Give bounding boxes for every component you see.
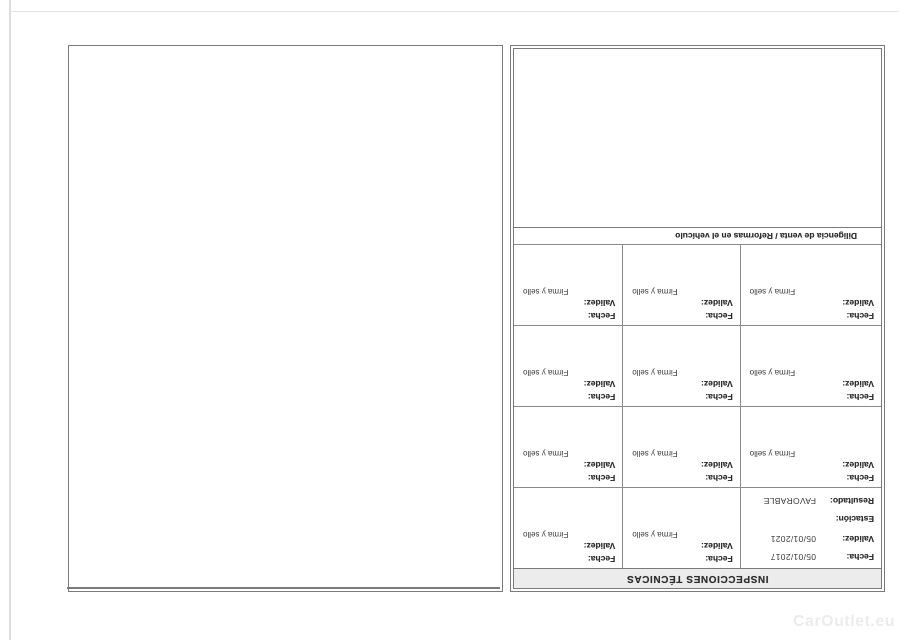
inspection-cell [622,244,739,325]
firma-y-sello-label: Firma y sello [632,449,678,458]
inspection-field [521,471,615,484]
firma-y-sello-label: Firma y sello [523,449,569,458]
field-label: Validez: [583,298,616,308]
field-label: Fecha: [587,473,616,483]
inspection-cell [622,325,739,406]
inspection-field [521,296,615,309]
inspection-field [630,471,732,484]
inspection-field [748,296,874,309]
inspection-field [521,539,615,552]
field-label: Validez: [842,460,874,470]
inspection-cell [514,487,622,568]
firma-y-sello-label: Firma y sello [632,368,678,377]
field-value: 05/01/2017 [770,552,816,562]
field-label: Fecha: [846,311,874,321]
inspection-field [748,309,874,322]
field-label: Validez: [842,534,874,544]
field-label: Fecha: [705,554,733,564]
inspections-box [510,45,885,592]
inspection-cell [622,487,739,568]
inspection-field [748,550,874,563]
field-label: Validez: [583,379,616,389]
inspection-field [630,296,732,309]
firma-y-sello-label: Firma y sello [523,287,569,296]
inspection-field [630,458,732,471]
inspection-cell [740,406,881,487]
firma-y-sello-label: Firma y sello [632,287,678,296]
inspection-field [748,512,874,525]
field-label: Validez: [701,298,733,308]
field-label: Validez: [842,298,874,308]
field-label: Validez: [583,541,616,551]
field-label: Validez: [842,379,874,389]
field-label: Fecha: [587,311,616,321]
firma-y-sello-label: Firma y sello [749,287,796,296]
field-label: Fecha: [705,311,733,321]
inspection-field [521,390,615,403]
inspection-field [521,309,615,322]
field-label: Fecha: [587,554,616,564]
inspection-field [630,539,732,552]
field-label: Fecha: [587,392,616,402]
inspection-field [748,471,874,484]
inspection-cell [514,244,622,325]
firma-y-sello-label: Firma y sello [632,530,678,539]
inspection-field [630,309,732,322]
inspection-field [748,494,874,507]
field-value: FAVORABLE [763,496,816,506]
itv-card [68,45,885,592]
inspection-cell [514,325,622,406]
inspection-field [630,377,732,390]
inspection-field [748,377,874,390]
inspection-field [748,390,874,403]
inspection-field [630,390,732,403]
firma-y-sello-label: Firma y sello [523,530,569,539]
field-label: Validez: [701,541,733,551]
inspection-field [521,458,615,471]
diligencia-title: Diligencia de venta / Reformas en el vehículo [514,227,881,244]
inspection-field [521,377,615,390]
inspection-cell [740,244,881,325]
field-label: Validez: [701,460,733,470]
field-label: Validez: [583,460,616,470]
inspections-box-inner [513,48,882,589]
field-label: Fecha: [846,473,874,483]
field-value: 05/01/2021 [770,534,816,544]
photo-watermark: CarOutlet.eu [793,613,896,630]
inspection-field [748,532,874,545]
field-label: Resultado: [830,496,874,506]
inspections-grid [514,244,881,568]
inspection-cell [622,406,739,487]
inspection-field [521,552,615,565]
field-label: Fecha: [846,392,874,402]
field-label: Fecha: [846,552,874,562]
field-label: Validez: [701,379,733,389]
firma-y-sello-label: Firma y sello [523,368,569,377]
inspection-field [748,458,874,471]
inspection-field [630,552,732,565]
blank-stamp-area [514,49,881,227]
firma-y-sello-label: Firma y sello [749,449,796,458]
inspection-cell [740,487,881,568]
inspections-title: INSPECCIONES TÉCNICAS [514,568,881,588]
field-label: Fecha: [705,473,733,483]
field-label: Fecha: [705,392,733,402]
firma-y-sello-label: Firma y sello [749,368,796,377]
inspection-cell [514,406,622,487]
legend-box [68,45,503,592]
legend-box-inner [67,587,500,589]
field-label: Estación: [835,514,874,524]
inspection-cell [740,325,881,406]
